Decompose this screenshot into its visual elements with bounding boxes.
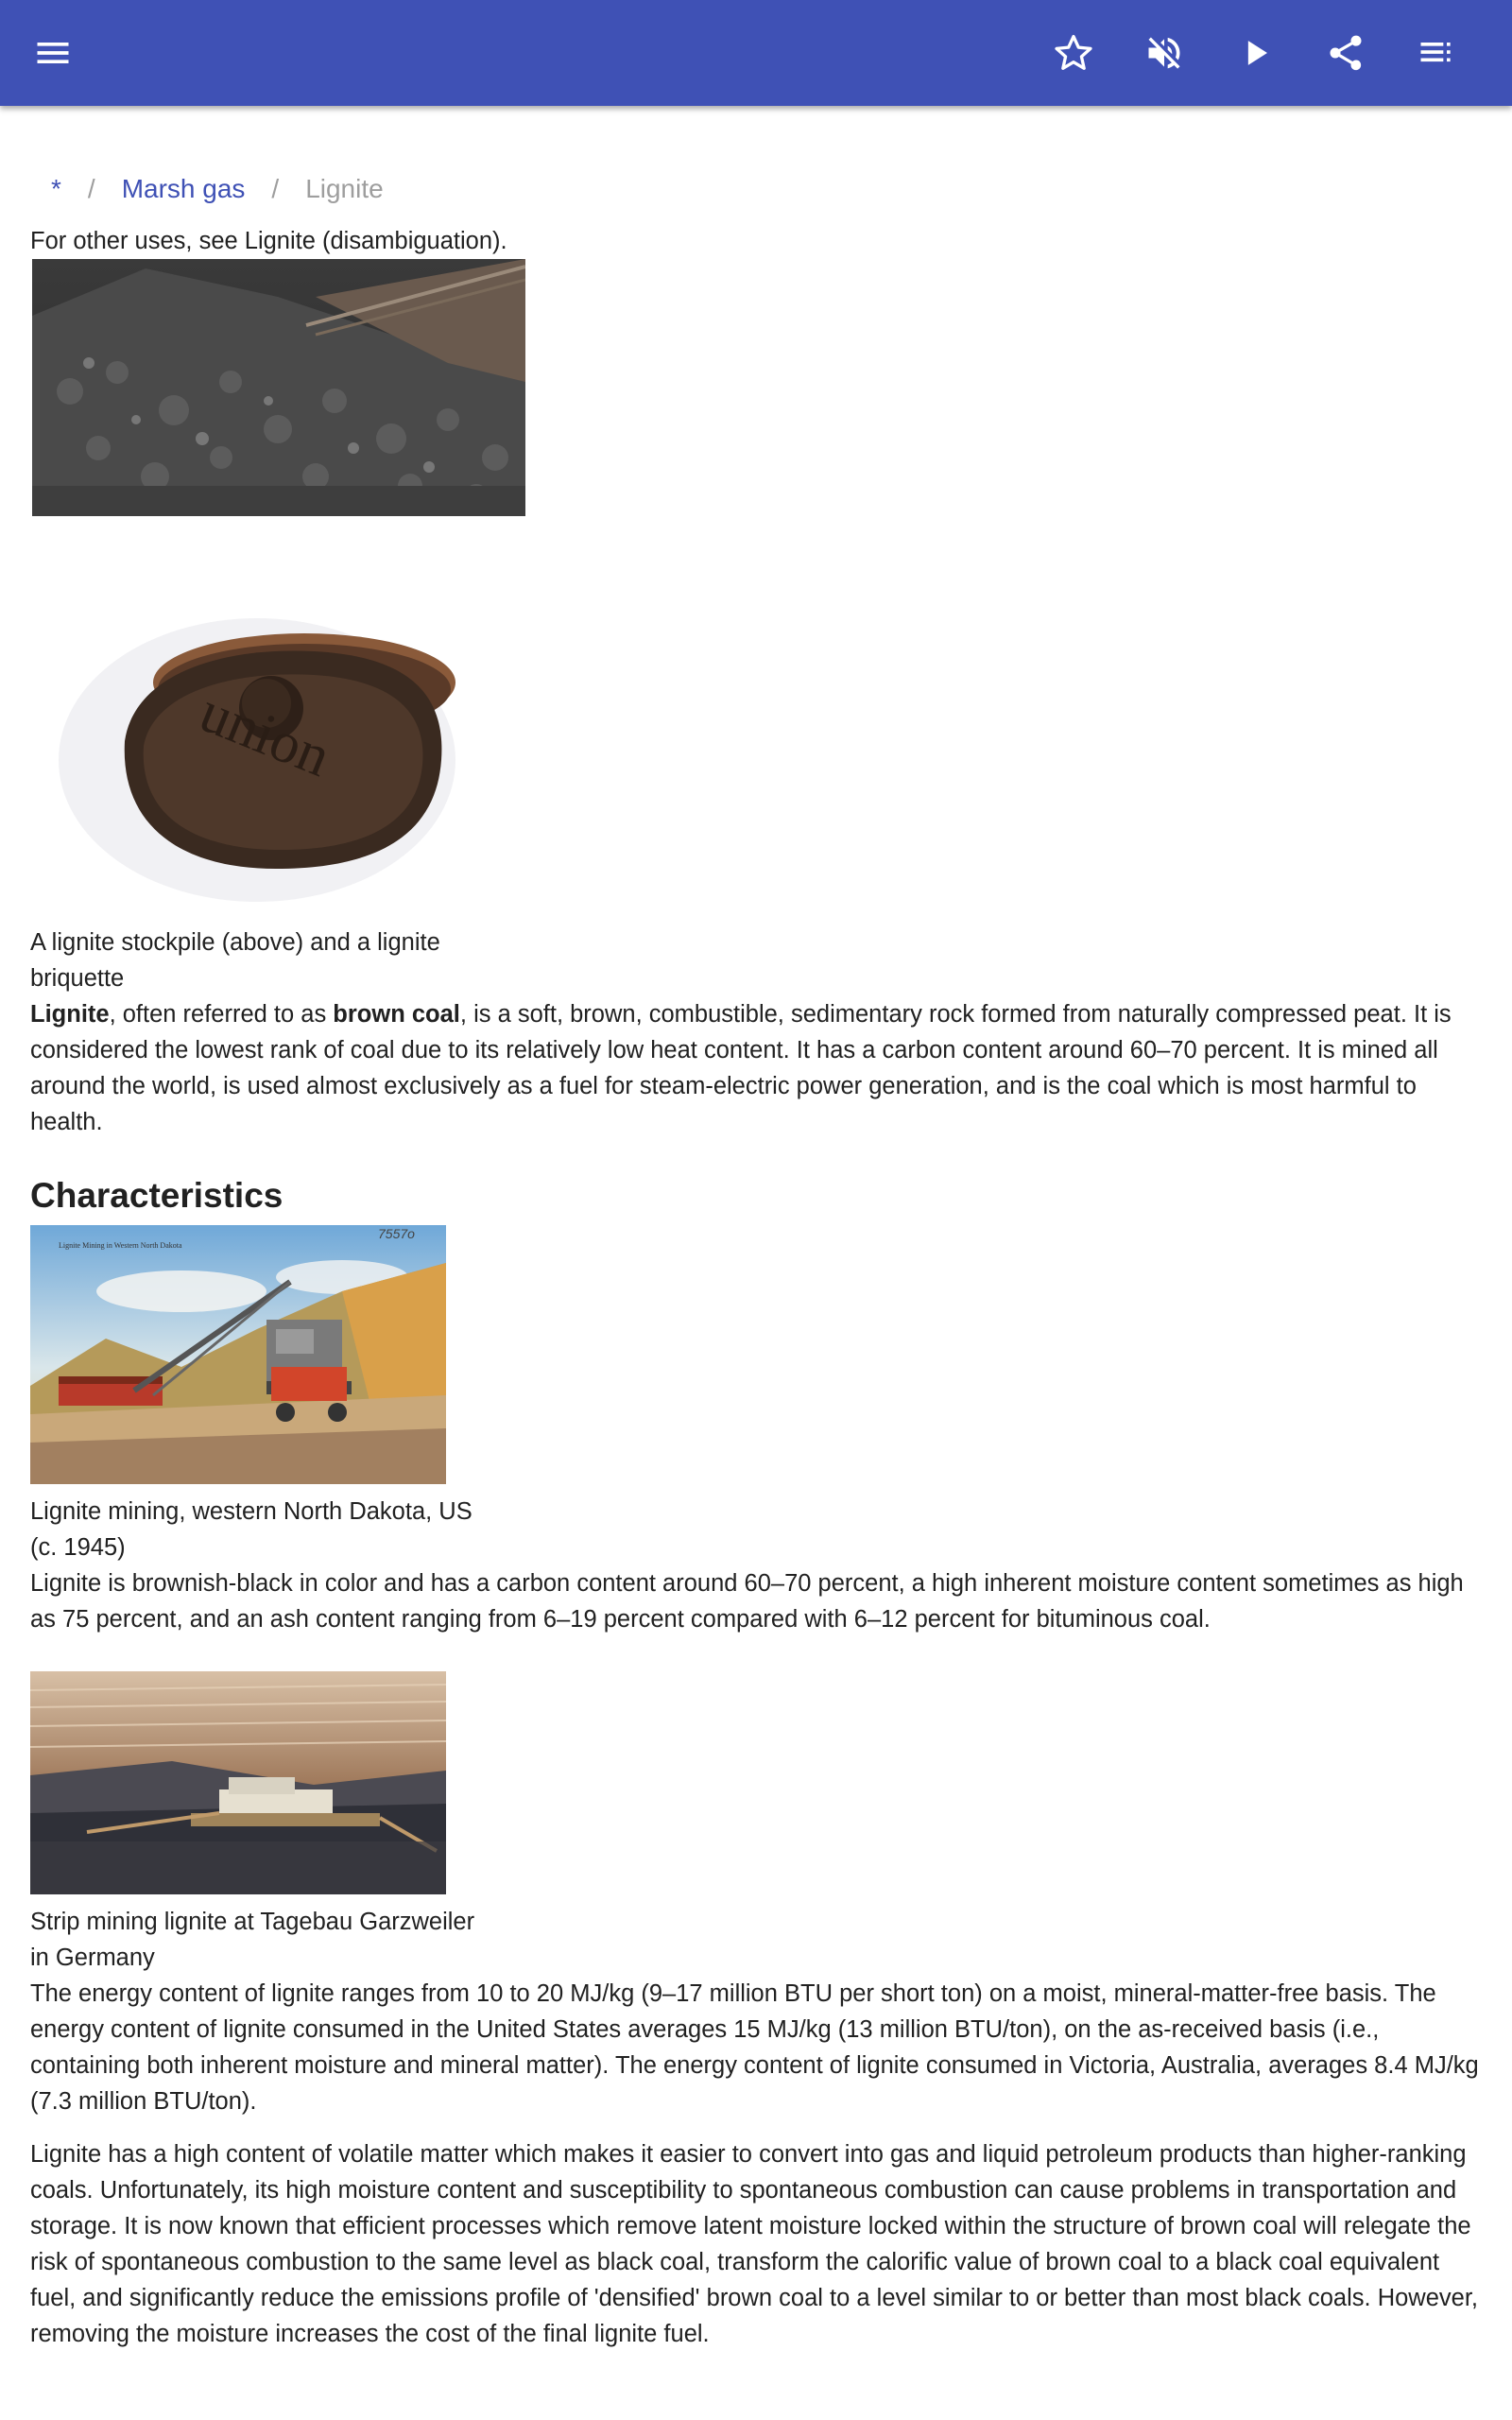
paragraph: Lignite has a high content of volatile matter which makes it easier to convert into gas and liquid petroleum products than higher-ranking coals. Unfortunately, its high moisture content and susceptibility to spontaneous combustion can cause problems in transportation and storage. It is now known that efficient processes which remove latent moisture locked within the structure of brown coal will relegate the risk of spontaneous combustion to the same level as black coal, transform the calorific value of brown coal to a black coal equivalent fuel, and significantly reduce the emissions profile of 'densified' brown coal to a level similar to or better than most black coals. However, removing the moisture increases the cost of the final lignite fuel. [30,2141,1478,2347]
bookmark-button[interactable] [1047,26,1100,79]
lead-text: , is a soft, brown, combustible, sedimentary rock formed from naturally compressed peat. It is considered the lowest rank of coal due to its relatively low heat content. It has a carbon content around 60–70 percent. It is mined all around the world, is used almost exclusively as a fuel for steam-electric power generation, and is the coal which is most harmful to health. [30,1001,1452,1135]
paragraph: Lignite is brownish-black in color and has a carbon content around 60–70 percent, a high inherent moisture content sometimes as high as 75 percent, and an ash content ranging from 6–19 percent compared with 6–12 percent for bituminous coal. [30,1570,1464,1633]
lead-text: , often referred to as [109,1001,334,1028]
breadcrumb-separator: / [87,174,95,203]
volume-off-icon [1143,32,1185,74]
postcard-number: 7557o [378,1226,415,1241]
figure-caption: Lignite mining, western North Dakota, US (c. 1945) [30,1498,472,1561]
bold-term: brown coal [333,1001,460,1028]
breadcrumb [30,166,1482,212]
breadcrumb-separator: / [271,174,280,203]
section-heading: Characteristics [30,1176,284,1215]
figure-caption: A lignite stockpile (above) and a lignite briquette [30,929,440,992]
menu-icon [32,32,74,74]
breadcrumb-parent-link[interactable]: Marsh gas [121,174,246,203]
play-icon [1236,32,1278,74]
hatnote: For other uses, see Lignite (disambiguation). [30,228,507,254]
breadcrumb-root-link[interactable]: * [51,174,61,203]
play-button[interactable] [1230,26,1283,79]
figure-caption: Strip mining lignite at Tagebau Garzweiler in Germany [30,1909,475,1971]
breadcrumb-current: Lignite [305,174,384,203]
app-bar [0,0,1512,106]
strip-mining-image[interactable] [30,1671,446,1894]
star-icon [1053,32,1094,74]
bold-term: Lignite [30,1001,110,1028]
contents-button[interactable] [1410,26,1463,79]
article-content [30,106,1482,2352]
postcard-title: Lignite Mining in Western North Dakota [59,1241,182,1250]
lignite-briquette-image[interactable] [30,543,524,921]
paragraph: The energy content of lignite ranges from 10 to 20 MJ/kg (9–17 million BTU per short ton) on a moist, mineral-matter-free basis. The energy content of lignite consumed in the United States averages 15 MJ/kg (13 million BTU/ton), on the as-received basis (i.e., containing both inherent moisture and mineral matter). The energy content of lignite consumed in Victoria, Australia, averages 8.4 MJ/kg (7.3 million BTU/ton). [30,1980,1479,2115]
share-icon [1325,32,1366,74]
mute-button[interactable] [1138,26,1191,79]
lignite-mining-postcard-image[interactable] [30,1225,446,1484]
playlist-icon [1416,32,1457,74]
lead-paragraph [30,996,1482,1140]
briquette-imprint-text: union [191,680,339,790]
share-button[interactable] [1319,26,1372,79]
menu-button[interactable] [26,26,79,79]
lignite-stockpile-image[interactable] [32,259,525,516]
